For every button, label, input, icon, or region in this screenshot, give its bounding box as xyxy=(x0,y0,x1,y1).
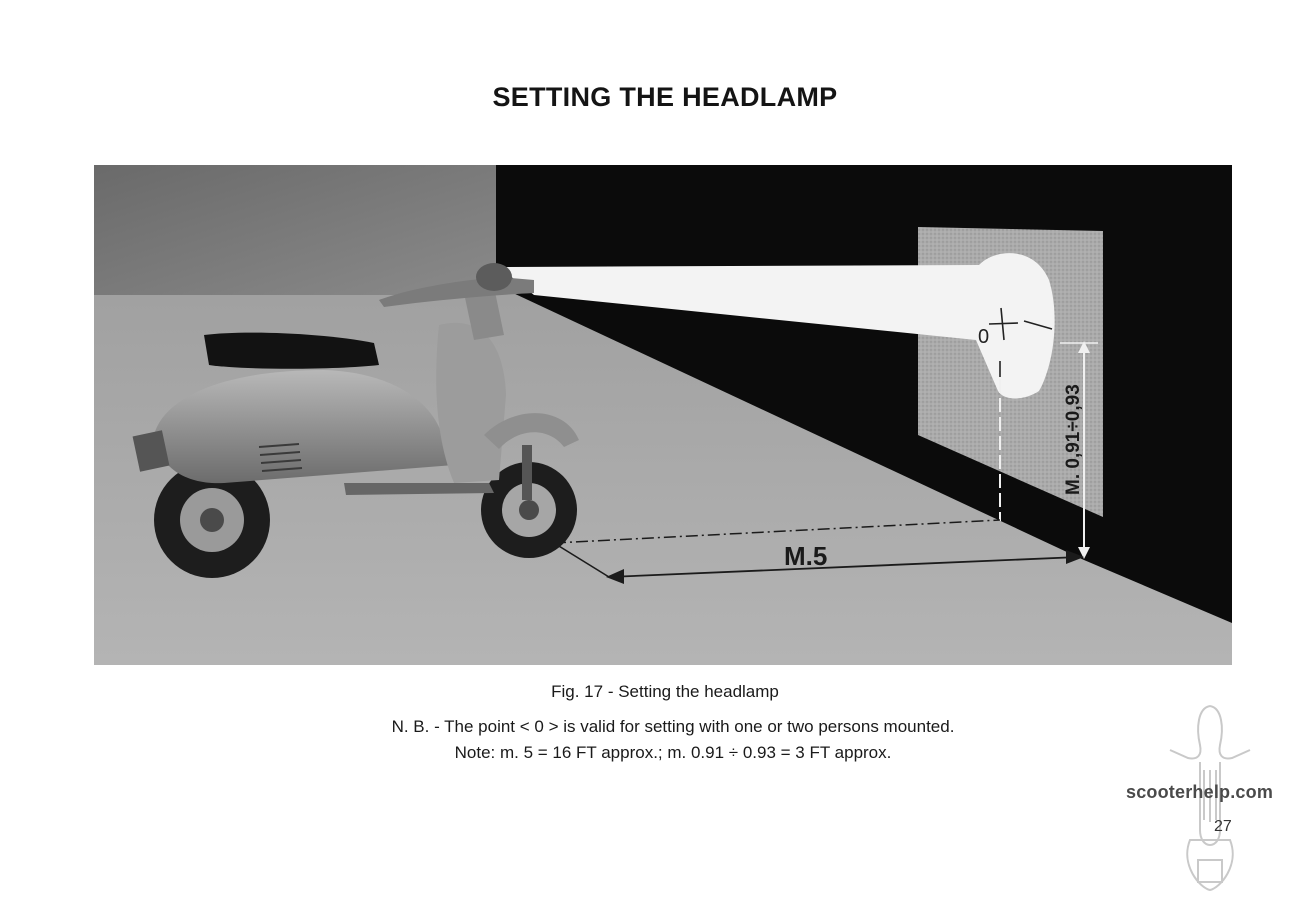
height-label: M. 0,91÷0,93 xyxy=(1063,384,1084,495)
point-zero-label: 0 xyxy=(978,326,990,348)
figure-caption: Fig. 17 - Setting the headlamp xyxy=(551,682,779,701)
distance-label: M.5 xyxy=(784,541,828,571)
page-title: SETTING THE HEADLAMP xyxy=(492,82,838,112)
page-number: 27 xyxy=(1214,818,1232,835)
back-wall-left xyxy=(94,165,496,295)
headlamp-figure xyxy=(94,165,1232,665)
watermark-site-label: scooterhelp.com xyxy=(1126,782,1274,802)
note-line: Note: m. 5 = 16 FT approx.; m. 0.91 ÷ 0.93 = 3 FT approx. xyxy=(454,743,892,762)
note-line: N. B. - The point < 0 > is valid for setting with one or two persons mounted. xyxy=(391,717,955,736)
